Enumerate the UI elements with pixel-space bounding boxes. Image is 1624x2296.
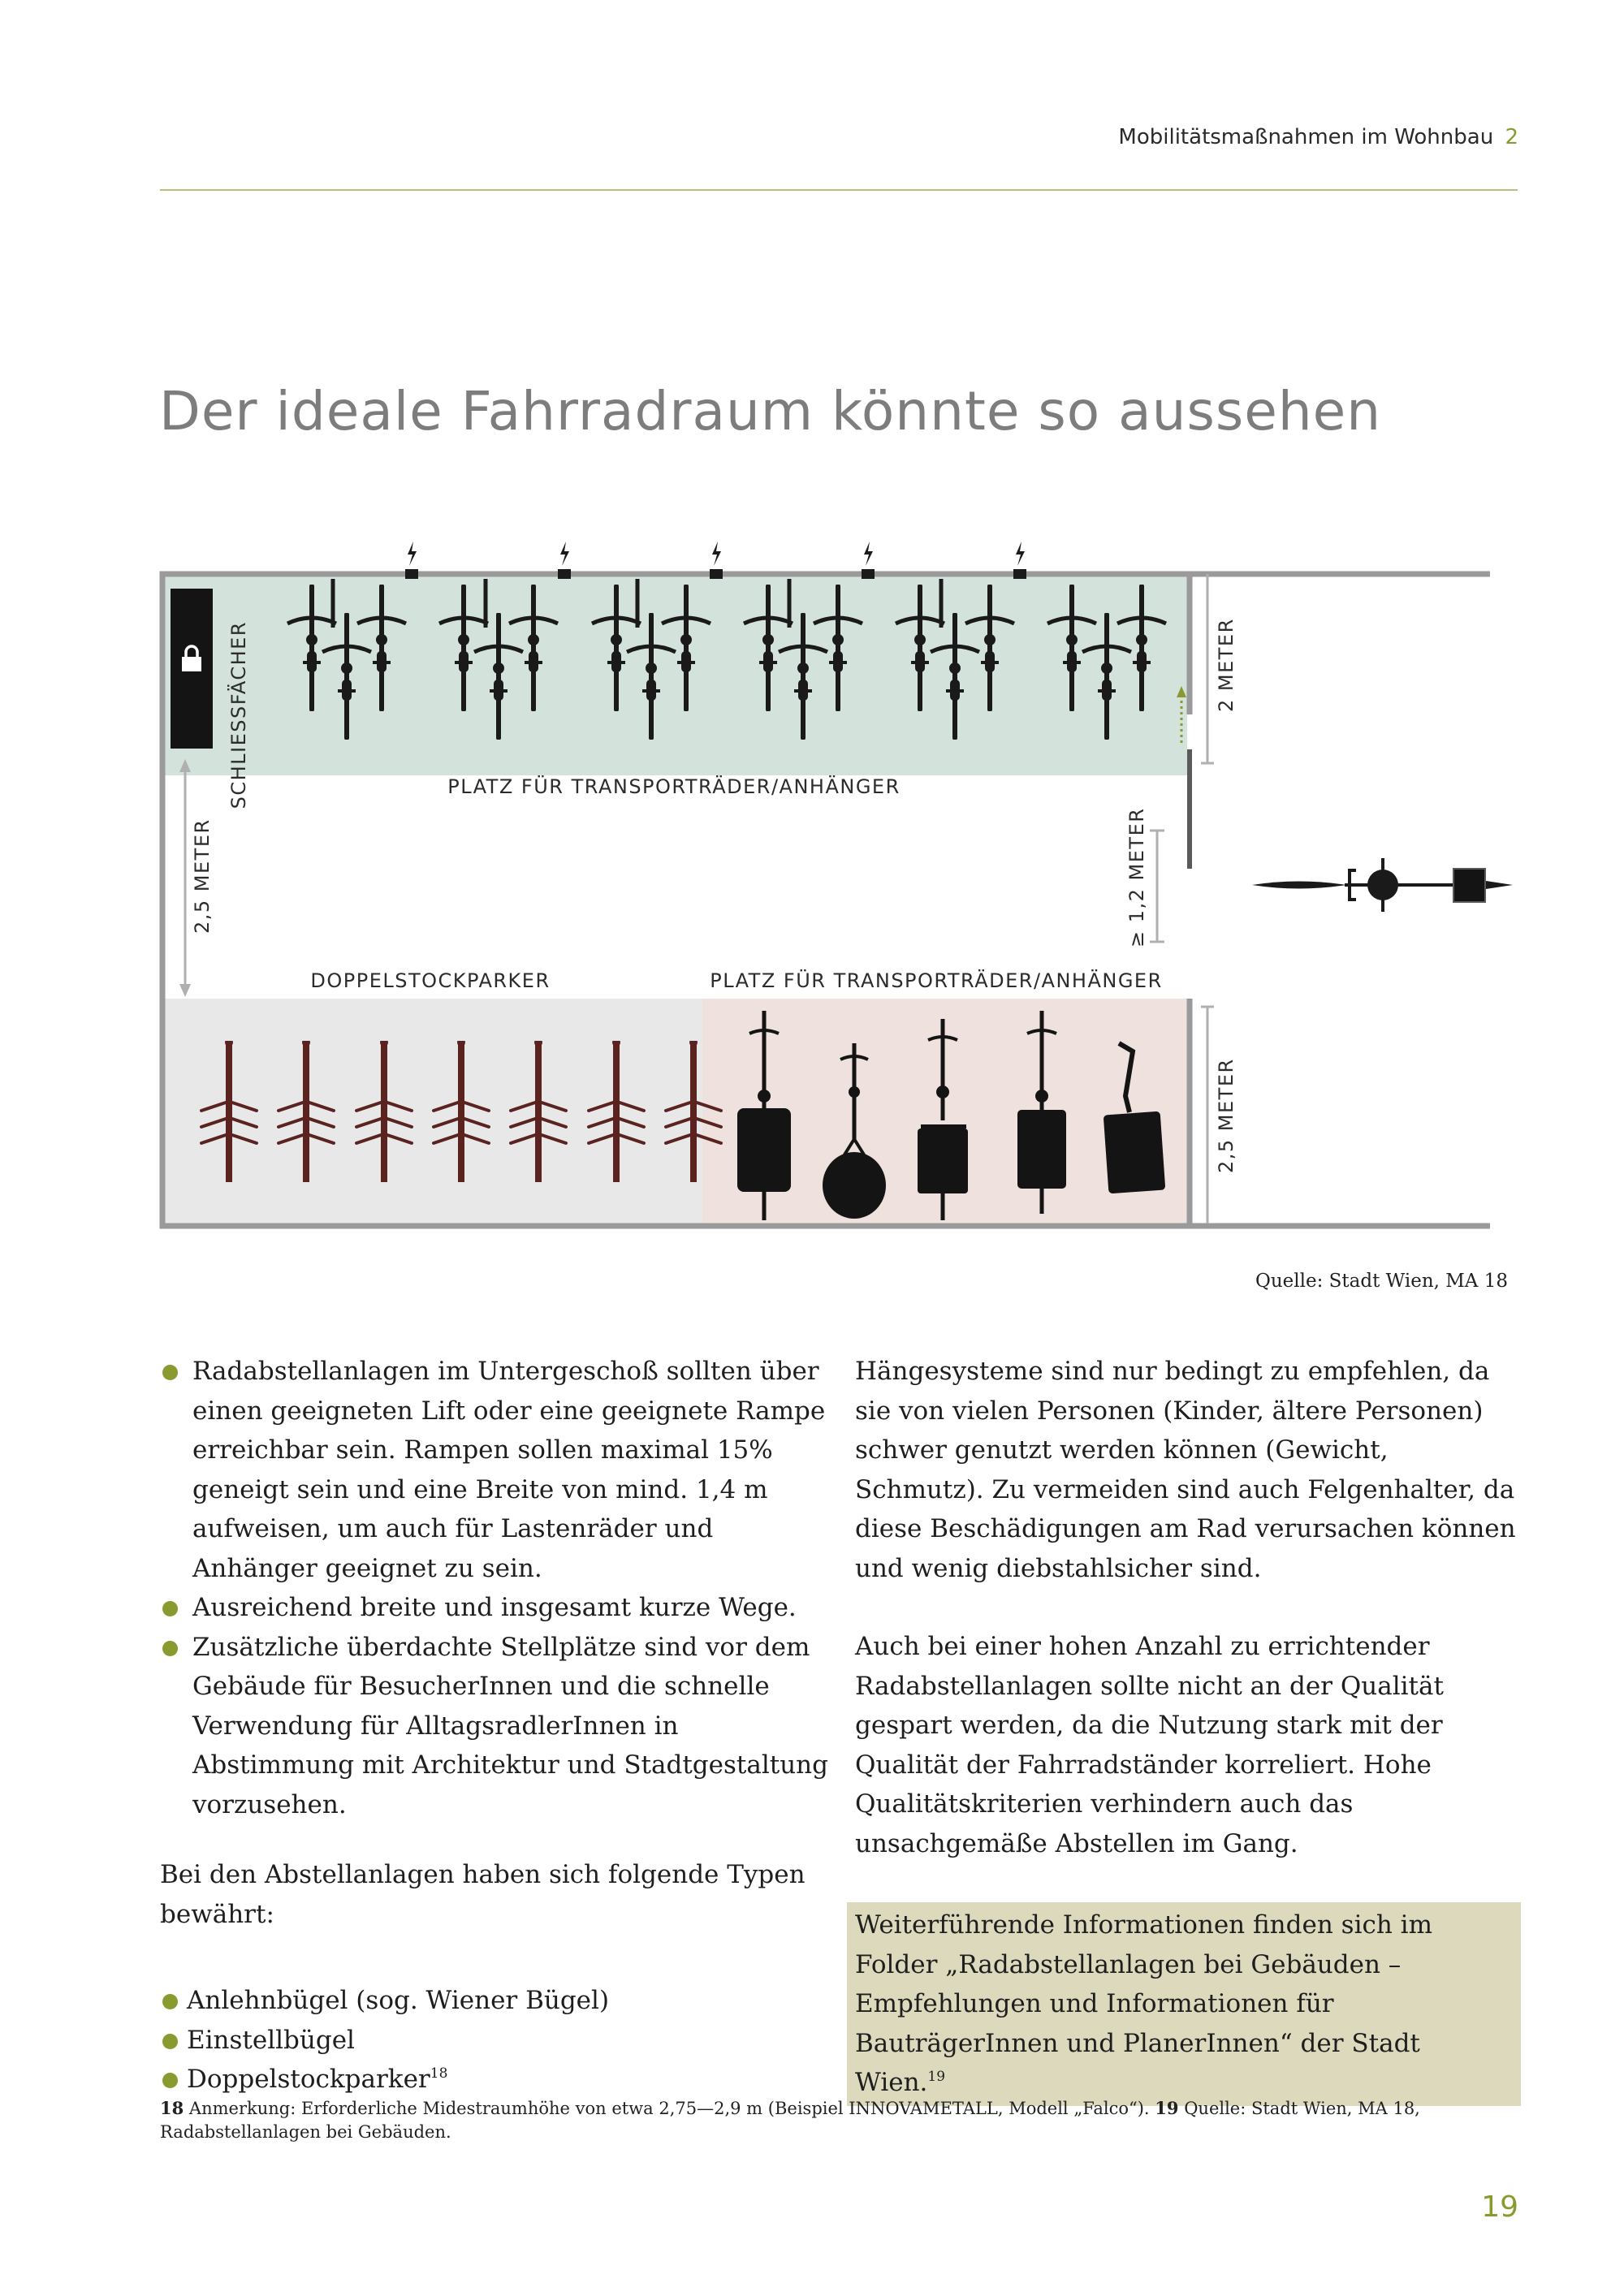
aisle-dimension: [179, 759, 191, 997]
charging-point-icon: [558, 542, 571, 579]
right-dimensions: [1201, 574, 1214, 1224]
footnote-number: 18: [160, 2098, 184, 2118]
footnote-number: 19: [1155, 2098, 1179, 2118]
paragraph-hanging-systems: Hängesysteme sind nur bedingt zu empfehlen, da sie von vielen Personen (Kinder, ältere Personen) schwer genutzt werden können (Gewicht, Schmutz). Zu vermeiden sind auch Felgenhalter, da diese Beschädigungen am Rad verursachen können und wenig diebstahlsicher sind.: [855, 1357, 1516, 1583]
header-rule: [160, 189, 1518, 191]
double-decker-label: DOPPELSTOCKPARKER: [310, 969, 551, 992]
charging-point-icon: [405, 542, 418, 579]
lockers-label: SCHLIESSFÄCHER: [227, 621, 250, 809]
list-item: Zusätzliche überdachte Stellplätze sind vor dem Gebäude für BesucherInnen und die schnelle Verwendung für AlltagsradlerInnen in Abstimmung mit Architektur und Stadtgestaltung vorzusehen.: [160, 1628, 834, 1825]
charging-point-icon: [862, 542, 875, 579]
left-column: [160, 1352, 834, 2100]
page-title: Der ideale Fahrradraum könnte so aussehen: [159, 380, 1382, 442]
running-title: Mobilitätsmaßnahmen im Wohnbau: [1118, 125, 1494, 149]
footnote-ref: 19: [927, 2069, 946, 2085]
footnote-text: Quelle: Stadt Wien, MA 18, Radabstellanlagen bei Gebäuden.: [160, 2099, 1420, 2142]
list-item: Radabstellanlagen im Untergeschoß sollten über einen geeigneten Lift oder eine geeignete Rampe erreichbar sein. Rampen sollen maximal 15% geneigt sein und eine Breite von mind. 1,4 m aufweisen, um auch für Lastenräder und Anhänger geeignet zu sein.: [160, 1352, 834, 1588]
running-head: [1118, 125, 1518, 149]
list-item: Einstellbügel: [160, 2021, 834, 2061]
list-item-text: Doppelstockparker: [187, 2065, 430, 2094]
info-box-text: Weiterführende Informationen finden sich im Folder „Radabstellanlagen bei Gebäuden – Empfehlungen und Informationen für BauträgerInnen und PlanerInnen“ der Stadt Wien.: [855, 1910, 1432, 2097]
door-dimension: [1150, 831, 1164, 942]
footnote-text: Anmerkung: Erforderliche Midestraumhöhe von etwa 2,75—2,9 m (Beispiel INNOVAMETALL, Modell „Falco“).: [188, 2099, 1150, 2118]
footnotes: [160, 2096, 1524, 2144]
list-item: [160, 2060, 834, 2100]
cargo-space-label-top: PLATZ FÜR TRANSPORTRÄDER/ANHÄNGER: [447, 775, 901, 798]
aisle-width-label: 2,5 METER: [191, 818, 214, 934]
list-item: Ausreichend breite und insgesamt kurze Wege.: [160, 1588, 834, 1628]
chapter-number: 2: [1505, 125, 1518, 149]
list-item: Anlehnbügel (sog. Wiener Bügel): [160, 1981, 834, 2021]
charging-point-icon: [1013, 542, 1026, 579]
requirements-list: [160, 1352, 834, 1824]
footnote-ref: 18: [430, 2065, 448, 2082]
bike-parking-zone-top: [162, 574, 1187, 775]
door-width-label: ≥ 1,2 METER: [1125, 807, 1148, 947]
types-intro: Bei den Abstellanlagen haben sich folgende Typen bewährt:: [160, 1860, 806, 1929]
rack-types-list: [160, 1981, 834, 2100]
paragraph-quality: Auch bei einer hohen Anzahl zu errichtender Radabstellanlagen sollte nicht an der Qualität gespart werden, da die Nutzung stark mit der Qualität der Fahrradständer korreliert. Hohe Qualitätskriterien verhindern auch das unsachgemäße Abstellen im Gang.: [855, 1632, 1444, 1858]
page-number: 19: [1481, 2190, 1518, 2224]
cargo-space-label-bottom: PLATZ FÜR TRANSPORTRÄDER/ANHÄNGER: [710, 969, 1163, 992]
bottom-depth-label: 2,5 METER: [1215, 1058, 1237, 1173]
figure-source: Quelle: Stadt Wien, MA 18: [1255, 1271, 1508, 1292]
info-box: [847, 1902, 1521, 2106]
cargo-bike-with-trailer-icon: [1252, 858, 1513, 912]
right-column: [855, 1352, 1521, 2106]
charging-point-icon: [710, 542, 723, 579]
bike-room-floor-plan: [154, 524, 1518, 1254]
top-depth-label: 2 METER: [1215, 618, 1237, 712]
